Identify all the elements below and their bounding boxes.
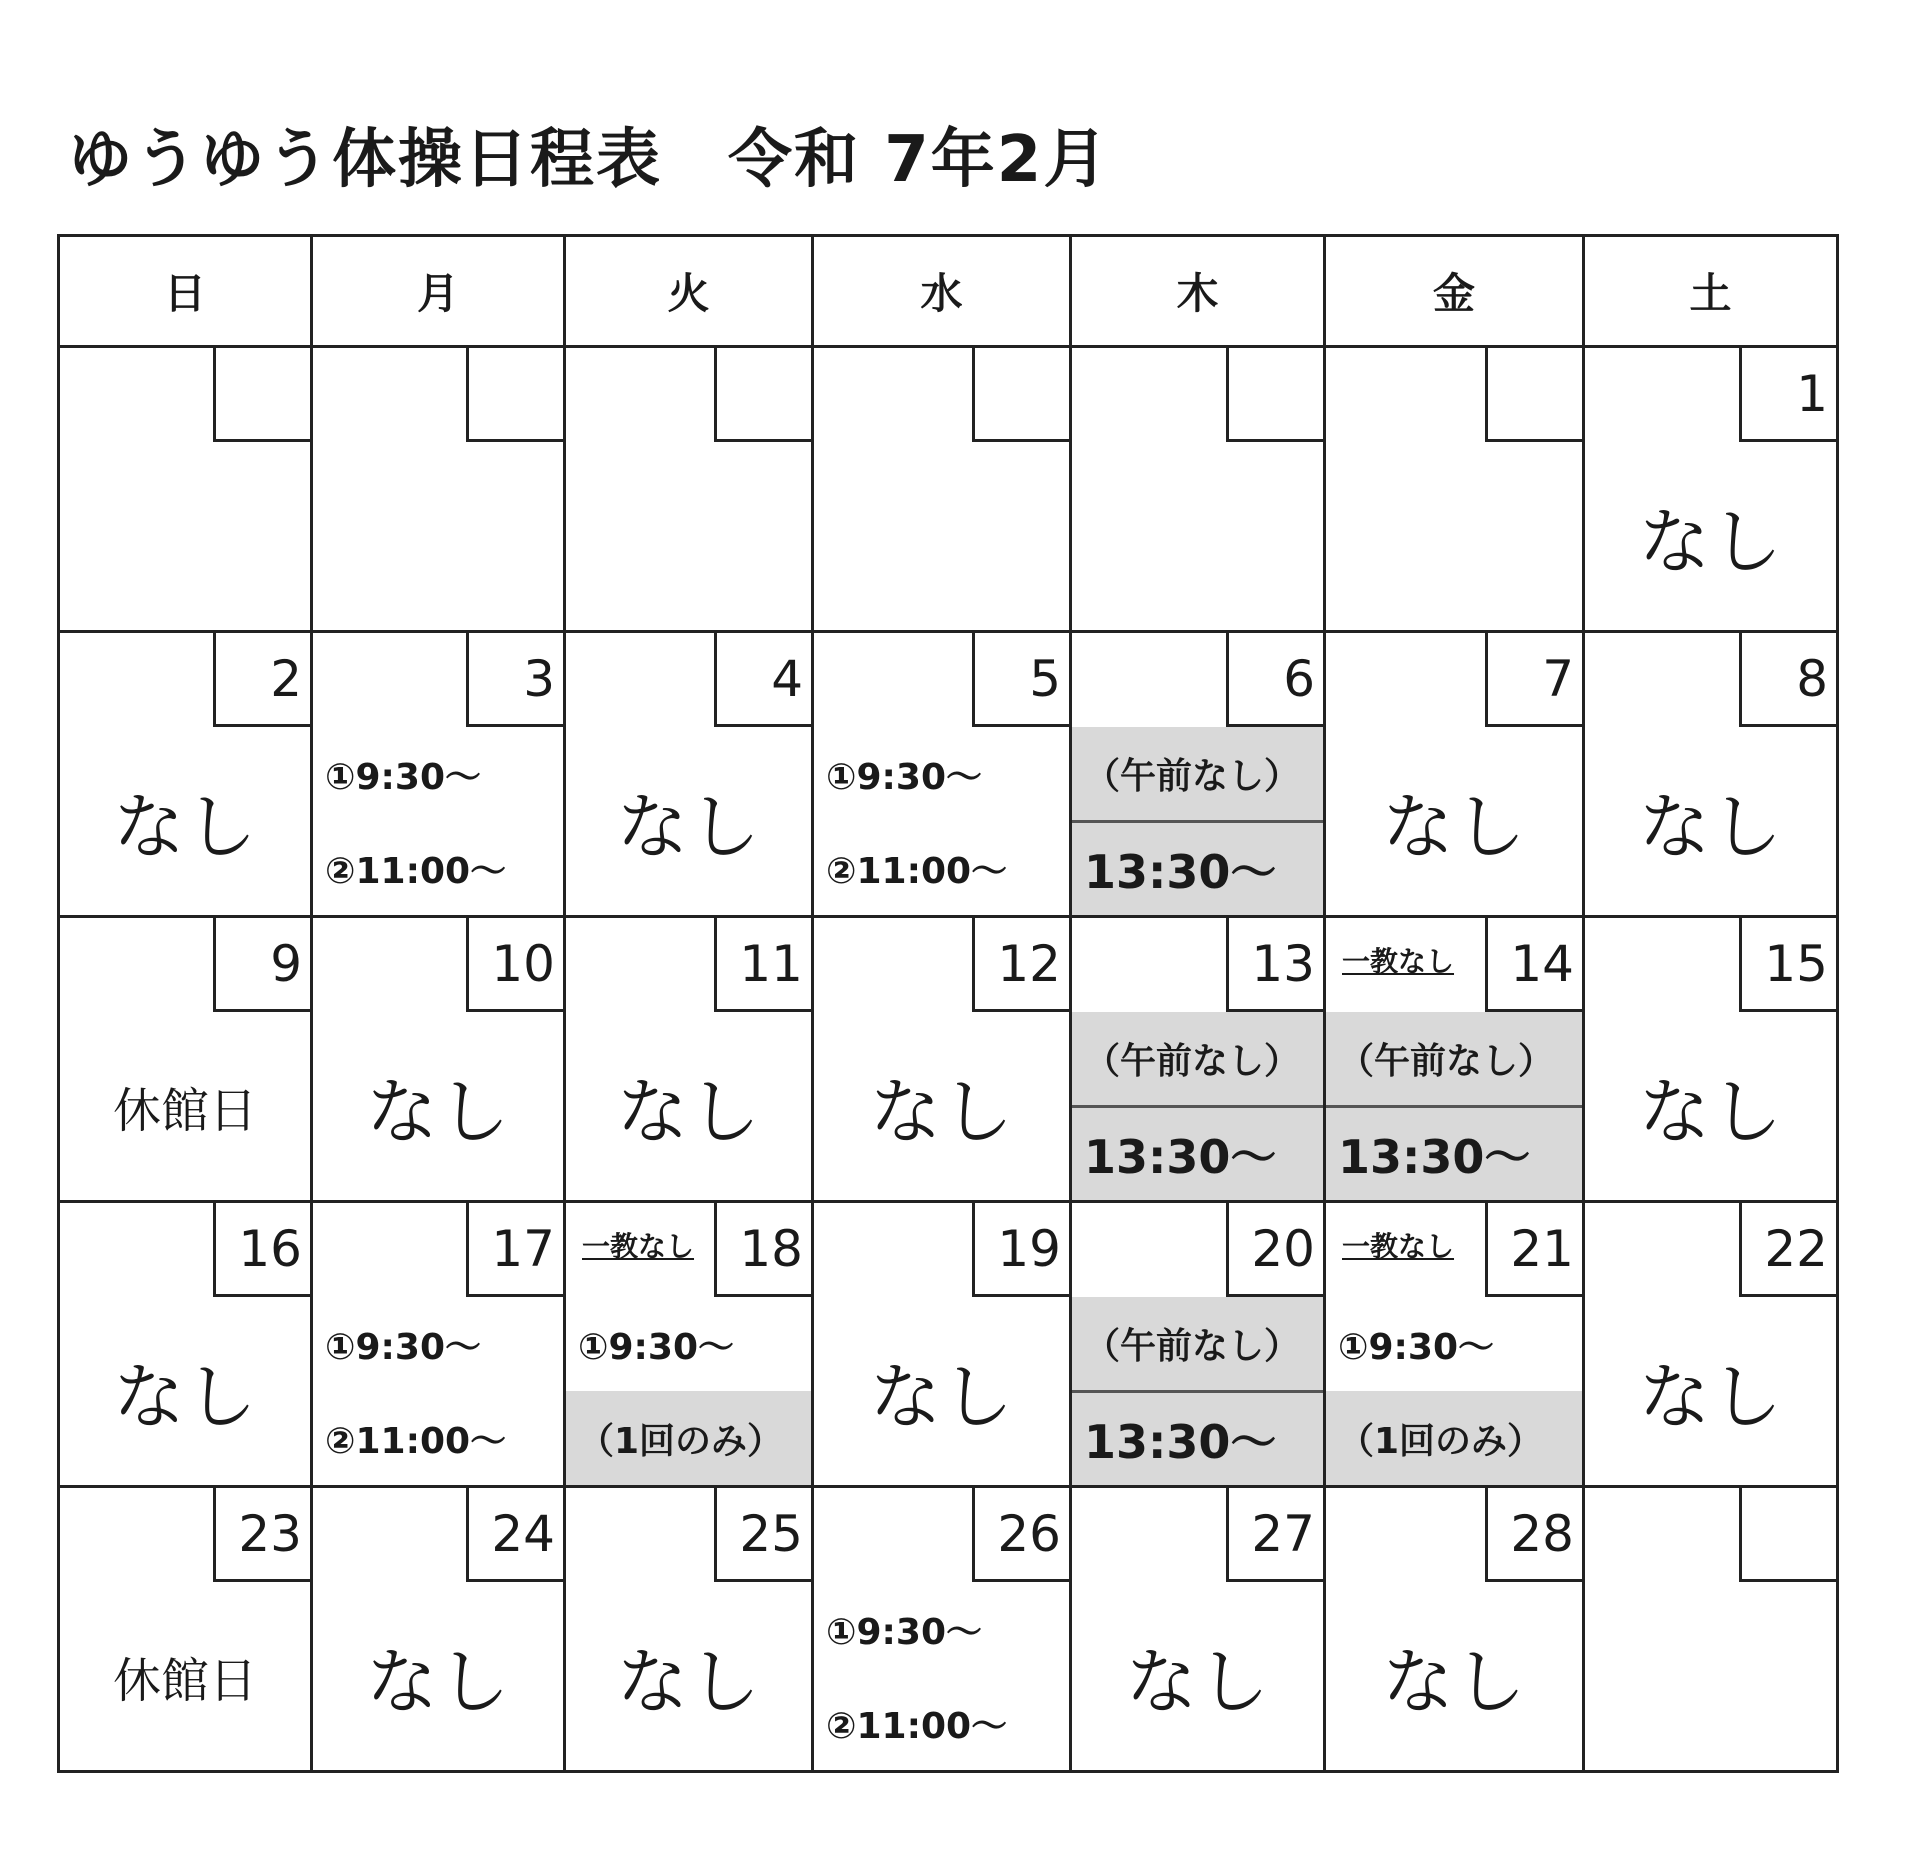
no-session-label: なし bbox=[616, 785, 761, 869]
session-time: ①9:30～ bbox=[325, 756, 482, 798]
day-number: 2 bbox=[213, 633, 310, 727]
day-number: 1 bbox=[1739, 348, 1836, 442]
session-time: 13:30～ bbox=[1072, 823, 1323, 916]
day-note: 一教なし bbox=[1342, 945, 1455, 978]
no-session-label: なし bbox=[112, 1355, 257, 1439]
session-list bbox=[1326, 1297, 1582, 1485]
no-session-label: なし bbox=[365, 1640, 510, 1724]
day-number: 11 bbox=[714, 918, 811, 1012]
calendar-day-cell bbox=[60, 633, 313, 918]
day-number: 15 bbox=[1739, 918, 1836, 1012]
day-number: 12 bbox=[972, 918, 1069, 1012]
no-session-label: なし bbox=[1638, 500, 1783, 584]
closed-label: 休館日 bbox=[112, 1652, 257, 1709]
session-time: （午前なし） bbox=[1072, 1297, 1323, 1393]
day-number: 4 bbox=[714, 633, 811, 727]
weekday-header: 水 bbox=[814, 237, 1072, 348]
day-number: 6 bbox=[1226, 633, 1323, 727]
no-session-label: なし bbox=[1638, 1070, 1783, 1154]
day-number: 8 bbox=[1739, 633, 1836, 727]
calendar-day-cell bbox=[566, 348, 814, 633]
no-session-label: なし bbox=[365, 1070, 510, 1154]
closed-label: 休館日 bbox=[112, 1082, 257, 1139]
no-session-label: なし bbox=[616, 1070, 761, 1154]
weekday-header: 月 bbox=[313, 237, 566, 348]
page-title: ゆうゆう体操日程表 令和 7年2月 bbox=[68, 123, 1110, 197]
calendar-day-cell bbox=[313, 633, 566, 918]
session-time: ②11:00～ bbox=[826, 1705, 1008, 1747]
session-list bbox=[313, 727, 563, 915]
calendar-day-cell bbox=[1326, 1203, 1585, 1488]
day-number: 22 bbox=[1739, 1203, 1836, 1297]
calendar-day-cell bbox=[1326, 1488, 1585, 1773]
calendar-day-cell bbox=[1326, 633, 1585, 918]
session-list bbox=[1072, 1297, 1323, 1485]
weekday-header: 日 bbox=[60, 237, 313, 348]
calendar-day-cell bbox=[1585, 918, 1839, 1203]
weekday-header: 土 bbox=[1585, 237, 1839, 348]
no-session-label: なし bbox=[1638, 785, 1783, 869]
calendar-day-cell bbox=[313, 1203, 566, 1488]
day-number bbox=[1226, 348, 1323, 442]
day-number: 17 bbox=[466, 1203, 563, 1297]
day-note: 一教なし bbox=[582, 1230, 695, 1263]
session-time: （1回のみ） bbox=[1326, 1391, 1582, 1485]
session-list bbox=[814, 727, 1069, 915]
calendar-day-cell bbox=[1072, 1203, 1326, 1488]
session-list bbox=[814, 1582, 1069, 1770]
weekday-header: 火 bbox=[566, 237, 814, 348]
calendar-day-cell bbox=[1072, 633, 1326, 918]
day-number: 9 bbox=[213, 918, 310, 1012]
session-time: ①9:30～ bbox=[1338, 1326, 1495, 1368]
weekday-header: 金 bbox=[1326, 237, 1585, 348]
session-time: ②11:00～ bbox=[325, 1420, 507, 1462]
session-list bbox=[1072, 727, 1323, 915]
day-number: 26 bbox=[972, 1488, 1069, 1582]
calendar-day-cell bbox=[1585, 1203, 1839, 1488]
no-session-label: なし bbox=[869, 1355, 1014, 1439]
session-time: ②11:00～ bbox=[826, 850, 1008, 892]
day-number: 21 bbox=[1485, 1203, 1582, 1297]
calendar-day-cell bbox=[60, 1488, 313, 1773]
session-time: （午前なし） bbox=[1326, 1012, 1582, 1108]
day-number bbox=[714, 348, 811, 442]
session-time: ②11:00～ bbox=[325, 850, 507, 892]
weekday-header: 木 bbox=[1072, 237, 1326, 348]
calendar-grid bbox=[57, 234, 1839, 1773]
calendar-day-cell bbox=[814, 1203, 1072, 1488]
session-time: （午前なし） bbox=[1072, 727, 1323, 823]
session-time: ①9:30～ bbox=[826, 756, 983, 798]
session-time: （午前なし） bbox=[1072, 1012, 1323, 1108]
day-number: 27 bbox=[1226, 1488, 1323, 1582]
calendar-day-cell bbox=[313, 918, 566, 1203]
session-list bbox=[566, 1297, 811, 1485]
no-session-label: なし bbox=[1381, 1640, 1526, 1724]
calendar-day-cell bbox=[566, 1203, 814, 1488]
session-time: 13:30～ bbox=[1072, 1393, 1323, 1486]
calendar-day-cell bbox=[1585, 1488, 1839, 1773]
session-list bbox=[313, 1297, 563, 1485]
session-time: 13:30～ bbox=[1326, 1108, 1582, 1201]
calendar-day-cell bbox=[566, 1488, 814, 1773]
day-number: 14 bbox=[1485, 918, 1582, 1012]
day-number bbox=[213, 348, 310, 442]
no-session-label: なし bbox=[1381, 785, 1526, 869]
session-time: ①9:30～ bbox=[578, 1326, 735, 1368]
no-session-label: なし bbox=[112, 785, 257, 869]
calendar-day-cell bbox=[814, 633, 1072, 918]
session-list bbox=[1072, 1012, 1323, 1200]
day-number: 23 bbox=[213, 1488, 310, 1582]
day-number bbox=[1485, 348, 1582, 442]
day-number: 10 bbox=[466, 918, 563, 1012]
calendar-day-cell bbox=[1326, 918, 1585, 1203]
session-list bbox=[1326, 1012, 1582, 1200]
calendar-day-cell bbox=[1585, 633, 1839, 918]
calendar-day-cell bbox=[60, 348, 313, 633]
day-note: 一教なし bbox=[1342, 1230, 1455, 1263]
calendar-day-cell bbox=[1072, 348, 1326, 633]
calendar-day-cell bbox=[814, 1488, 1072, 1773]
calendar-day-cell bbox=[566, 633, 814, 918]
session-time: 13:30～ bbox=[1072, 1108, 1323, 1201]
day-number: 19 bbox=[972, 1203, 1069, 1297]
no-session-label: なし bbox=[1638, 1355, 1783, 1439]
calendar-day-cell bbox=[1072, 918, 1326, 1203]
day-number: 5 bbox=[972, 633, 1069, 727]
calendar-day-cell bbox=[313, 348, 566, 633]
session-time: （1回のみ） bbox=[566, 1391, 811, 1485]
day-number: 20 bbox=[1226, 1203, 1323, 1297]
calendar-day-cell bbox=[814, 918, 1072, 1203]
calendar-day-cell bbox=[1326, 348, 1585, 633]
day-number: 25 bbox=[714, 1488, 811, 1582]
calendar-day-cell bbox=[60, 918, 313, 1203]
day-number: 24 bbox=[466, 1488, 563, 1582]
no-session-label: なし bbox=[616, 1640, 761, 1724]
day-number: 16 bbox=[213, 1203, 310, 1297]
day-number: 28 bbox=[1485, 1488, 1582, 1582]
no-session-label: なし bbox=[1125, 1640, 1270, 1724]
day-number: 7 bbox=[1485, 633, 1582, 727]
calendar-day-cell bbox=[60, 1203, 313, 1488]
day-number bbox=[972, 348, 1069, 442]
calendar-day-cell bbox=[1585, 348, 1839, 633]
no-session-label: なし bbox=[869, 1070, 1014, 1154]
day-number: 3 bbox=[466, 633, 563, 727]
session-time: ①9:30～ bbox=[325, 1326, 482, 1368]
day-number bbox=[1739, 1488, 1836, 1582]
calendar-day-cell bbox=[566, 918, 814, 1203]
session-time: ①9:30～ bbox=[826, 1611, 983, 1653]
calendar-day-cell bbox=[814, 348, 1072, 633]
calendar-day-cell bbox=[313, 1488, 566, 1773]
day-number: 13 bbox=[1226, 918, 1323, 1012]
calendar-day-cell bbox=[1072, 1488, 1326, 1773]
day-number bbox=[466, 348, 563, 442]
day-number: 18 bbox=[714, 1203, 811, 1297]
